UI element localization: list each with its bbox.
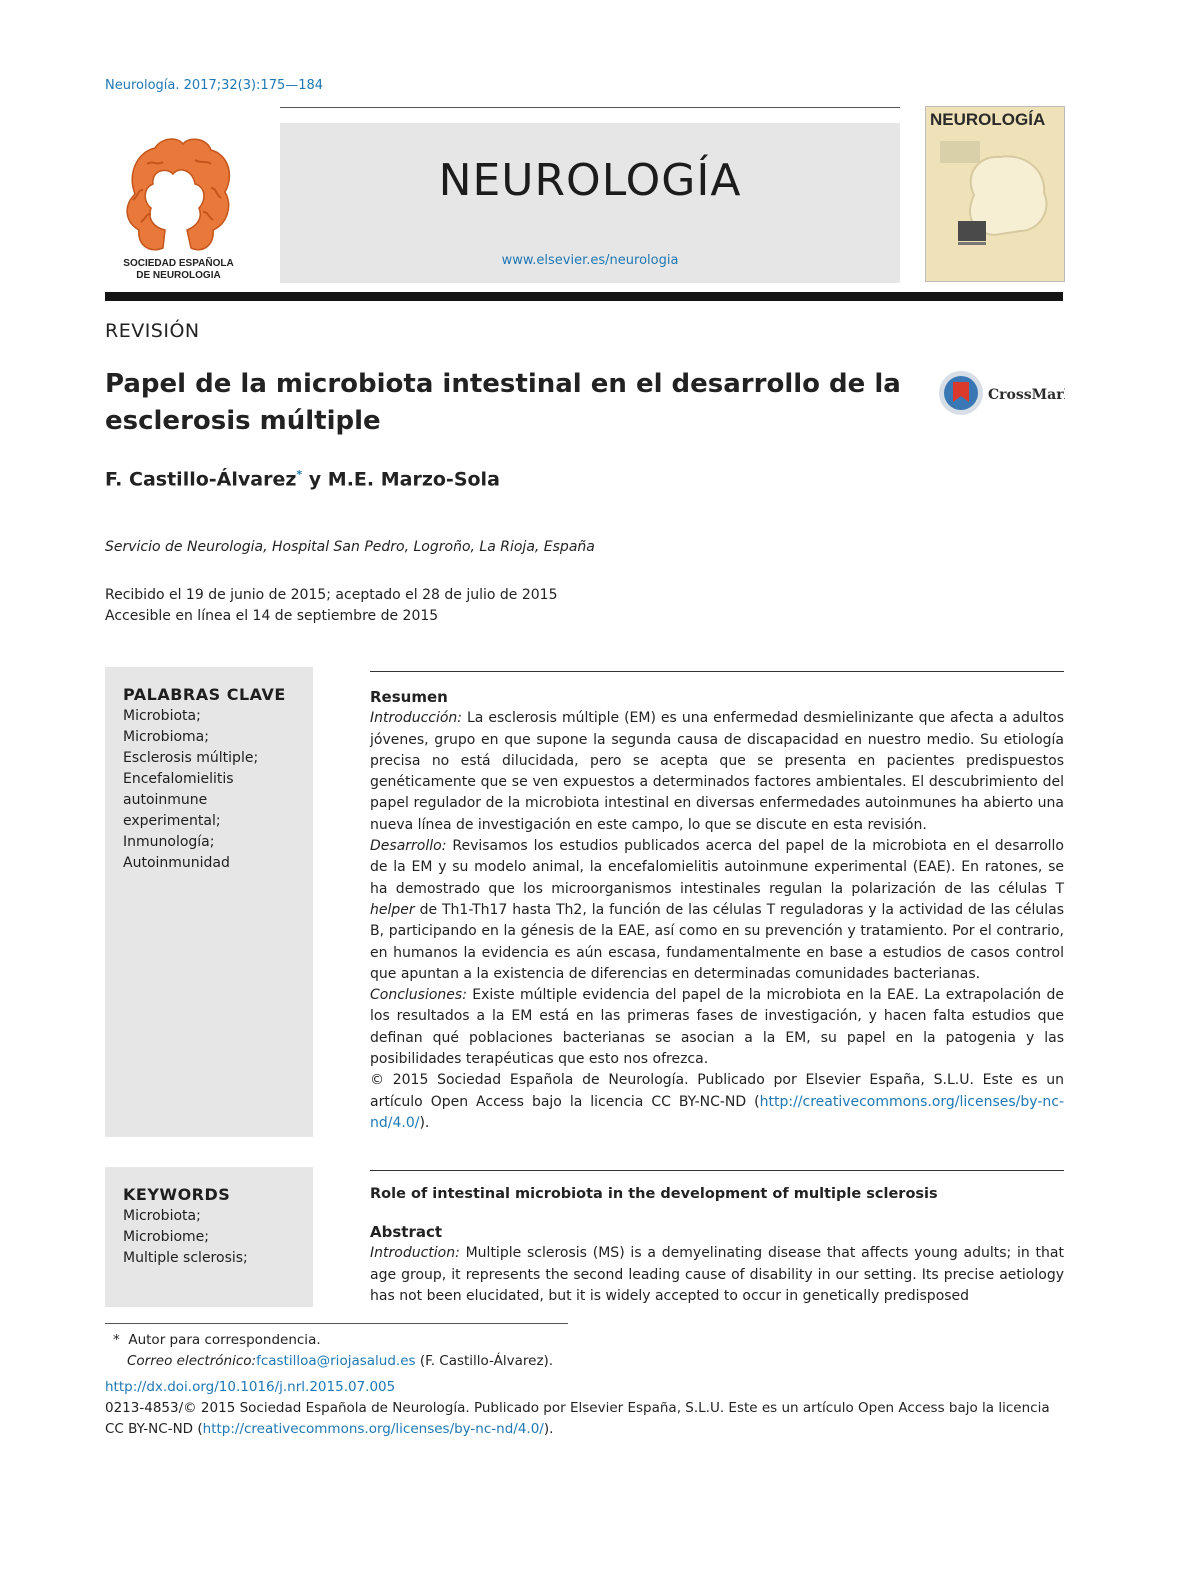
author-2: y M.E. Marzo-Sola [302,468,500,491]
header-thick-rule [105,292,1063,301]
resumen-top-rule [370,671,1064,672]
keyword-item: Esclerosis múltiple; [123,750,259,766]
keywords-en-heading: KEYWORDS [123,1185,231,1204]
keyword-item: experimental; [123,813,221,829]
keywords-en-box [105,1167,313,1307]
article-section-label: REVISIÓN [105,320,200,342]
resumen-section [370,687,1064,1134]
author-affiliation: Servicio de Neurologia, Hospital San Pedro, Logroño, La Rioja, España [105,539,595,555]
cover-title: NEUROLOGÍA [930,110,1046,129]
keywords-es-heading: PALABRAS CLAVE [123,685,286,704]
resumen-introduction: Introducción: La esclerosis múltiple (EM) es una enfermedad desmielinizante que afecta a adultos jóvenes, grupo en que supone la segunda causa de discapacidad en nuestro medio. Su etiología precisa no está dilucidada, pero se acepta que se presenta en pacientes predispuestos genéticamente que se ven expuestos a determinados factores ambientales. El descubrimiento del papel regulador de la microbiota intestinal en diversas enfermedades autoinmunes ha abierto una nueva línea de investigación en este campo, lo que se discute en esta revisión. [370,710,1064,833]
footnote-mark: * [113,1332,120,1348]
license-link[interactable]: http://creativecommons.org/licenses/by-nc-nd/4.0/ [370,1093,1064,1131]
keyword-item: Multiple sclerosis; [123,1250,248,1266]
abstract-heading: Abstract [370,1223,443,1241]
doi-block [105,1377,1063,1440]
corresponding-author-link[interactable]: * [296,468,303,481]
resumen-conclusiones: Conclusiones: Existe múltiple evidencia del papel de la microbiota en la EAE. La extrapolación de los resultados a la EM está en las primeras fases de investigación, y hacen falta estudios que definan qué poblaciones bacterianas se asocian a la EM, su papel en la patogenia y las posibilidades terapéuticas que esto nos ofrezca. [370,987,1064,1068]
footnote [113,1330,553,1372]
brain-logo-icon [117,134,239,262]
abstract-introduction: Introduction: Multiple sclerosis (MS) is a demyelinating disease that affects young adults; in that age group, it represents the second leading cause of disability in our setting. Its precise aetiology has not been elucidated, but it is widely accepted to occur in genetically predisposed [370,1245,1064,1304]
resumen-desarrollo: Desarrollo: Revisamos los estudios publicados acerca del papel de la microbiota en el desarrollo de la EM y su modelo animal, la encefalomielitis autoinmune experimental (EAE). En ratones, se ha demostrado que los microorganismos intestinales regulan la polarización de las células T helper de Th1-Th17 hasta Th2, la función de las células T reguladoras y la actividad de las células B, participando en la génesis de la EAE, así como en su prevención y tratamiento. Por el contrario, en humanos la evidencia es aún escasa, fundamentalmente en base a estudios de casos control que apuntan a la existencia de diferencias en determinadas comunidades bacterianas. [370,838,1064,982]
header-divider [280,107,900,108]
journal-cover[interactable] [925,106,1065,282]
abstract-section [370,1222,1064,1310]
article-dates [105,585,557,627]
keyword-item: autoinmune [123,792,208,808]
author-1: F. Castillo-Álvarez [105,468,297,491]
keywords-es-box [105,667,313,1137]
email-link[interactable]: fcastilloa@riojasalud.es [256,1353,416,1369]
article-title: Papel de la microbiota intestinal en el desarrollo de la esclerosis múltiple [105,369,901,436]
journal-url-link[interactable]: www.elsevier.es/neurologia [501,253,679,268]
doi-license-text: 0213-4853/© 2015 Sociedad Española de Neurología. Publicado por Elsevier España, S.L.U. Este es un artículo Open Access bajo la licencia CC BY-NC-ND (http://creativecommons.org/licenses/by-nc-nd/4.0/). [105,1400,1050,1437]
keyword-item: Microbiome; [123,1229,209,1245]
footnote-rule [105,1323,568,1324]
keyword-item: Autoinmunidad [123,855,230,871]
keyword-item: Microbiota; [123,1208,201,1224]
online-date: Accesible en línea el 14 de septiembre de 2015 [105,608,439,624]
cover-brain-icon [934,135,1059,245]
society-logo [105,122,252,284]
footnote-label: Autor para correspondencia. [128,1332,321,1348]
journal-banner [280,123,900,283]
crossmark-icon [937,368,1065,418]
society-name: SOCIEDAD ESPAÑOLA DE NEUROLOGIA [123,258,234,281]
doi-license-link[interactable]: http://creativecommons.org/licenses/by-nc-nd/4.0/ [202,1421,544,1437]
english-title: Role of intestinal microbiota in the development of multiple sclerosis [370,1186,938,1202]
keyword-item: Inmunología; [123,834,215,850]
keyword-item: Microbiota; [123,708,201,724]
keywords-en-list [105,1206,313,1269]
keywords-es-list [105,706,313,874]
received-date: Recibido el 19 de junio de 2015; aceptado el 28 de julio de 2015 [105,587,558,603]
email-label: Correo electrónico: [127,1353,257,1369]
keyword-item: Encefalomielitis [123,771,234,787]
journal-citation-link[interactable]: Neurología. 2017;32(3):175—184 [105,78,324,93]
resumen-heading: Resumen [370,688,448,706]
doi-link[interactable]: http://dx.doi.org/10.1016/j.nrl.2015.07.005 [105,1379,396,1395]
email-owner: (F. Castillo-Álvarez). [415,1353,554,1369]
svg-text:CrossMark: CrossMark [988,387,1065,403]
crossmark-button[interactable] [937,368,1065,418]
article-authors [105,468,500,490]
keyword-item: Microbioma; [123,729,209,745]
abstract-top-rule [370,1170,1064,1171]
journal-name: NEUROLOGÍA [438,155,742,206]
resumen-copyright: © 2015 Sociedad Española de Neurología. Publicado por Elsevier España, S.L.U. Este es un artículo Open Access bajo la licencia CC BY-NC-ND (http://creativecommons.org/licenses/by-nc-nd/4.0/). [370,1072,1064,1131]
